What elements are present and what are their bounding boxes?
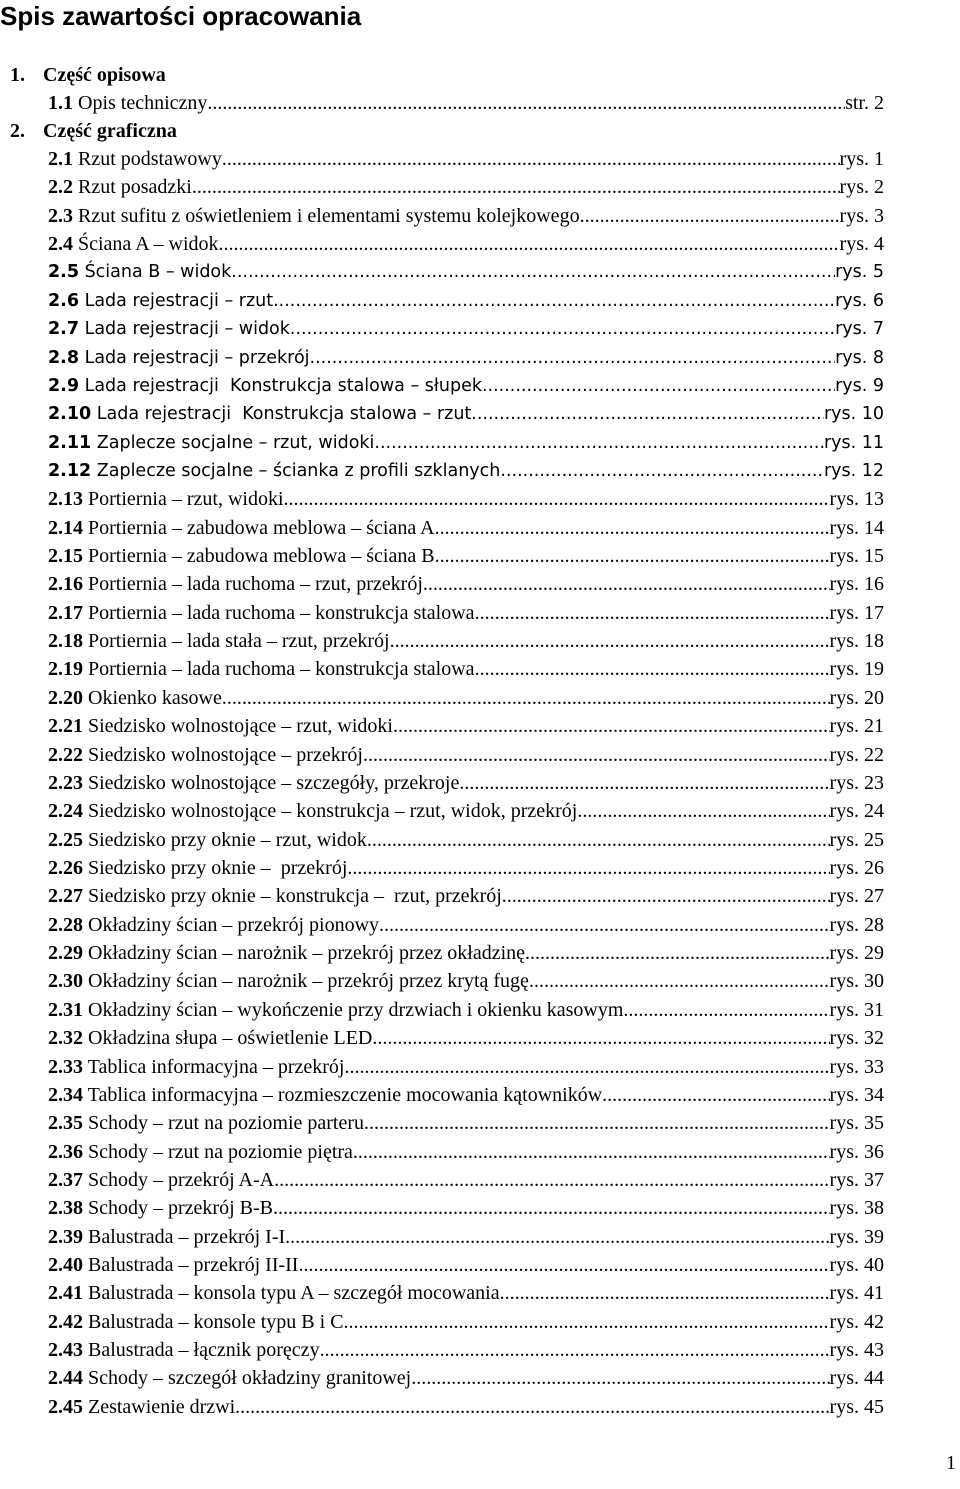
toc-entry-reference: rys. 21 <box>829 715 884 738</box>
toc-entry-reference: rys. 15 <box>829 545 884 568</box>
toc-entry <box>48 882 884 910</box>
toc-entry-reference: rys. 37 <box>829 1168 884 1191</box>
dot-leader <box>320 1336 830 1364</box>
toc-entry-label: Balustrada – przekrój I-I <box>83 1225 286 1248</box>
toc-entry-label: Siedzisko wolnostojące – szczegóły, przekroje <box>83 771 460 794</box>
dot-leader <box>219 230 840 258</box>
toc-entry-label: Schody – rzut na poziomie parteru <box>83 1112 365 1135</box>
dot-leader <box>273 287 835 315</box>
toc-entry-reference: rys. 20 <box>829 686 884 709</box>
toc-entry-label: Zaplecze socjalne – ścianka z profili szklanych <box>91 460 501 481</box>
dot-leader <box>273 1194 830 1222</box>
toc-entry-reference: rys. 7 <box>835 319 884 340</box>
toc-entry-number: 2.29 <box>48 942 83 965</box>
toc-entry-number: 2.33 <box>48 1055 83 1078</box>
toc-entry-reference: rys. 12 <box>823 460 884 481</box>
toc-entry-reference: rys. 30 <box>829 970 884 993</box>
dot-leader <box>353 1138 830 1166</box>
toc-entry-label: Okładziny ścian – narożnik – przekrój przez okładzinę <box>83 942 526 965</box>
toc-entry <box>48 1194 884 1222</box>
dot-leader <box>475 655 830 683</box>
dot-leader <box>344 1308 830 1336</box>
toc-entry-label: Tablica informacyjna – przekrój <box>83 1055 345 1078</box>
dot-leader <box>235 1393 829 1421</box>
dot-leader <box>285 1223 829 1251</box>
toc-entry-reference: rys. 9 <box>835 375 884 396</box>
dot-leader <box>222 145 840 173</box>
dot-leader <box>423 570 830 598</box>
toc-entry-reference: rys. 35 <box>829 1112 884 1135</box>
toc-entry-number: 2.25 <box>48 828 83 851</box>
toc-entry-label: Lada rejestracji – widok <box>79 319 290 340</box>
toc-entry-label: Siedzisko wolnostojące – rzut, widoki <box>83 715 393 738</box>
toc-entry-number: 2.21 <box>48 715 83 738</box>
toc-entry-reference: rys. 8 <box>835 347 884 368</box>
toc-entry-number: 2.24 <box>48 800 83 823</box>
toc-entry-label: Portiernia – zabudowa meblowa – ściana A <box>83 516 435 539</box>
toc-entry-reference: rys. 34 <box>829 1083 884 1106</box>
toc-entry <box>48 287 884 315</box>
toc-entry-reference: rys. 40 <box>829 1254 884 1277</box>
toc-entry-label: Siedzisko wolnostojące – konstrukcja – rzut, widok, przekrój <box>83 800 578 823</box>
page-title: Spis zawartości opracowania <box>0 1 362 31</box>
toc-entry <box>48 741 884 769</box>
toc-entry <box>48 145 884 173</box>
toc-entry-label: Balustrada – konsola typu A – szczegół mocowania <box>83 1282 500 1305</box>
toc-entry-reference: rys. 6 <box>835 290 884 311</box>
toc-entry-number: 2.39 <box>48 1225 83 1248</box>
toc-entry <box>48 429 884 457</box>
toc-entry-reference: rys. 28 <box>829 913 884 936</box>
toc-entry-number: 2.32 <box>48 1027 83 1050</box>
dot-leader <box>231 258 835 286</box>
dot-leader <box>379 911 830 939</box>
toc-entry-label: Lada rejestracji – rzut <box>79 290 274 311</box>
toc-entry-label: Siedzisko przy oknie – rzut, widok <box>83 828 367 851</box>
toc-entry <box>48 1138 884 1166</box>
toc-entry-number: 2.1 <box>48 148 73 170</box>
toc-entry-number: 2.11 <box>48 432 92 453</box>
toc-entry-label: Portiernia – lada ruchoma – rzut, przekrój <box>83 573 423 596</box>
dot-leader <box>577 797 829 825</box>
toc-entry <box>48 1053 884 1081</box>
toc-entry-label: Okładzina słupa – oświetlenie LED <box>83 1027 373 1050</box>
dot-leader <box>390 627 830 655</box>
toc-entry-reference: rys. 45 <box>829 1395 884 1418</box>
toc-entry-label: Opis techniczny <box>73 92 208 114</box>
toc-entry-label: Schody – przekrój A-A <box>83 1168 275 1191</box>
toc-entry <box>48 372 884 400</box>
toc-entry-reference: rys. 5 <box>835 262 884 283</box>
toc-entry-reference: rys. 13 <box>829 488 884 511</box>
toc-entry-reference: rys. 38 <box>829 1197 884 1220</box>
toc-entry <box>48 911 884 939</box>
toc-entry-number: 2.19 <box>48 658 83 681</box>
toc-entry-reference: rys. 23 <box>829 771 884 794</box>
toc-entry <box>48 996 884 1024</box>
toc-entry-reference: rys. 14 <box>829 516 884 539</box>
toc-entry-number: 2.16 <box>48 573 83 596</box>
toc-entry-label: Tablica informacyjna – rozmieszczenie mocowania kątowników <box>83 1083 603 1106</box>
toc-entry <box>48 769 884 797</box>
toc-entry-number: 2.4 <box>48 233 73 256</box>
dot-leader <box>298 1251 829 1279</box>
toc-entry <box>48 570 884 598</box>
toc-entry-label: Portiernia – lada ruchoma – konstrukcja stalowa <box>83 601 475 624</box>
dot-leader <box>602 1081 829 1109</box>
toc-entry-label: Okienko kasowe <box>83 686 222 709</box>
toc-entry <box>48 485 884 513</box>
toc-entry-number: 2.14 <box>48 516 83 539</box>
toc-entry-reference: rys. 31 <box>829 998 884 1021</box>
dot-leader <box>207 89 845 117</box>
section-heading-2 <box>10 117 177 145</box>
toc-entry-number: 2.17 <box>48 601 83 624</box>
toc-entry-reference: rys. 19 <box>829 658 884 681</box>
toc-entry <box>48 854 884 882</box>
toc-entry <box>48 684 884 712</box>
toc-entry-label: Lada rejestracji Konstrukcja stalowa – słupek <box>79 375 482 396</box>
toc-entry <box>48 599 884 627</box>
toc-entry-number: 2.7 <box>48 319 80 340</box>
toc-entry <box>48 826 884 854</box>
dot-leader <box>364 1109 830 1137</box>
toc-entry-number: 2.27 <box>48 885 83 908</box>
toc-entry-number: 2.3 <box>48 204 73 227</box>
toc-entry <box>48 457 884 485</box>
toc-entry <box>48 939 884 967</box>
toc-entry-reference: rys. 27 <box>829 885 884 908</box>
dot-leader <box>459 769 829 797</box>
toc-entry-label: Siedzisko wolnostojące – przekrój <box>83 743 363 766</box>
toc-entry-label: Siedzisko przy oknie – konstrukcja – rzut, przekrój <box>83 885 502 908</box>
dot-leader <box>372 1024 829 1052</box>
toc-entry-label: Portiernia – lada stała – rzut, przekrój <box>83 630 390 653</box>
toc-entry <box>48 1109 884 1137</box>
toc-entry-number: 2.13 <box>48 488 83 511</box>
toc-entry-reference: rys. 25 <box>829 828 884 851</box>
dot-leader <box>525 939 830 967</box>
section-number: 1. <box>10 64 25 86</box>
toc-entry-number: 2.2 <box>48 176 73 199</box>
toc-entry <box>48 1223 884 1251</box>
toc-entry-reference: rys. 24 <box>829 800 884 823</box>
toc-entry <box>48 173 884 201</box>
toc-entry-reference: str. 2 <box>845 92 884 114</box>
toc-entry-reference: rys. 43 <box>829 1339 884 1362</box>
toc-entry-number: 2.26 <box>48 857 83 879</box>
toc-entry <box>48 1081 884 1109</box>
toc-entry <box>48 1364 884 1392</box>
toc-entry-label: Rzut posadzki <box>73 176 192 199</box>
toc-entry-reference: rys. 4 <box>839 233 884 256</box>
toc-entry <box>48 89 884 117</box>
dot-leader <box>502 882 830 910</box>
section-label: Część graficzna <box>43 120 177 142</box>
toc-entry-label: Zestawienie drzwi <box>83 1395 236 1418</box>
toc-entry <box>48 400 884 428</box>
section-label: Część opisowa <box>43 64 166 86</box>
section-heading-1 <box>10 61 166 89</box>
dot-leader <box>393 712 830 740</box>
toc-entry-reference: rys. 22 <box>829 743 884 766</box>
toc-entry <box>48 967 884 995</box>
toc-entry-reference: rys. 18 <box>829 630 884 653</box>
toc-entry <box>48 1393 884 1421</box>
toc-entry-number: 2.9 <box>48 375 80 396</box>
toc-entry-reference: rys. 36 <box>829 1140 884 1163</box>
toc-entry-number: 2.28 <box>48 913 83 936</box>
toc-entry-reference: rys. 16 <box>829 573 884 596</box>
dot-leader <box>529 967 830 995</box>
dot-leader <box>500 1279 830 1307</box>
dot-leader <box>411 1364 829 1392</box>
toc-entry <box>48 627 884 655</box>
toc-entry-number: 2.12 <box>48 460 92 481</box>
toc-entry <box>48 712 884 740</box>
toc-entry-label: Balustrada – łącznik poręczy <box>83 1339 320 1362</box>
toc-entry-number: 2.23 <box>48 771 83 794</box>
toc-entry-label: Balustrada – przekrój II-II <box>83 1254 299 1277</box>
dot-leader <box>482 372 835 400</box>
toc-entry-reference: rys. 1 <box>839 148 884 170</box>
toc-entry-number: 2.45 <box>48 1395 83 1418</box>
toc-entry-reference: rys. 2 <box>839 176 884 199</box>
toc-entry-reference: rys. 29 <box>829 942 884 965</box>
toc-entry-reference: rys. 39 <box>829 1225 884 1248</box>
toc-entry-reference: rys. 10 <box>823 404 884 425</box>
dot-leader <box>435 542 830 570</box>
toc-entry-label: Okładziny ścian – wykończenie przy drzwiach i okienku kasowym <box>83 998 624 1021</box>
toc-entry-number: 2.41 <box>48 1282 83 1305</box>
toc-entry-reference: rys. 33 <box>829 1055 884 1078</box>
toc-entry-label: Portiernia – rzut, widoki <box>83 488 284 511</box>
toc-entry-reference: rys. 44 <box>829 1367 884 1390</box>
toc-entry-label: Lada rejestracji – przekrój <box>79 347 310 368</box>
toc-entry-number: 2.6 <box>48 290 80 311</box>
dot-leader <box>274 1166 829 1194</box>
page-number: 1 <box>946 1452 956 1474</box>
toc-entry-reference: rys. 42 <box>829 1310 884 1333</box>
toc-entry-label: Lada rejestracji Konstrukcja stalowa – rzut <box>91 404 472 425</box>
dot-leader <box>500 457 824 485</box>
toc-entry <box>48 1251 884 1279</box>
toc-entry-label: Okładziny ścian – przekrój pionowy <box>83 913 380 936</box>
toc-entry <box>48 1308 884 1336</box>
toc-entry-number: 2.44 <box>48 1367 83 1390</box>
toc-entry-number: 2.38 <box>48 1197 83 1220</box>
toc-entry-label: Balustrada – konsole typu B i C <box>83 1310 344 1333</box>
toc-entry-label: Ściana A – widok <box>73 233 219 256</box>
dot-leader <box>192 173 840 201</box>
dot-leader <box>435 514 830 542</box>
toc-entry-number: 1.1 <box>48 92 73 114</box>
toc-entry-label: Rzut sufitu z oświetleniem i elementami systemu kolejkowego <box>73 204 580 227</box>
toc-entry-number: 2.40 <box>48 1254 83 1277</box>
toc-entry-number: 2.30 <box>48 970 83 993</box>
toc-entry-label: Portiernia – lada ruchoma – konstrukcja stalowa <box>83 658 475 681</box>
dot-leader <box>471 400 824 428</box>
toc-entry <box>48 258 884 286</box>
toc-entry <box>48 542 884 570</box>
toc-entry-label: Zaplecze socjalne – rzut, widoki <box>91 432 375 453</box>
toc-entry <box>48 230 884 258</box>
dot-leader <box>623 996 829 1024</box>
dot-leader <box>374 429 824 457</box>
toc-entry-number: 2.35 <box>48 1112 83 1135</box>
dot-leader <box>363 741 830 769</box>
toc-entry <box>48 202 884 230</box>
dot-leader <box>310 344 836 372</box>
toc-entry <box>48 1279 884 1307</box>
toc-entry <box>48 1024 884 1052</box>
toc-entry <box>48 1336 884 1364</box>
toc-entry-reference: rys. 17 <box>829 601 884 624</box>
toc-entry-label: Schody – rzut na poziomie piętra <box>83 1140 353 1163</box>
toc-entry-number: 2.8 <box>48 347 80 368</box>
toc-entry-label: Schody – szczegół okładziny granitowej <box>83 1367 412 1390</box>
toc-entry-reference: rys. 3 <box>839 204 884 227</box>
dot-leader <box>580 202 840 230</box>
dot-leader <box>284 485 830 513</box>
toc-entry-number: 2.37 <box>48 1168 83 1191</box>
toc-entry-number: 2.5 <box>48 262 80 283</box>
toc-entry-label: Siedzisko przy oknie – przekrój <box>83 857 348 879</box>
section-number: 2. <box>10 120 25 142</box>
toc-entry-number: 2.31 <box>48 998 83 1021</box>
toc-entry-reference: rys. 26 <box>829 857 884 879</box>
dot-leader <box>290 315 835 343</box>
toc-entry <box>48 344 884 372</box>
toc-entry-reference: rys. 41 <box>829 1282 884 1305</box>
toc-entry-label: Portiernia – zabudowa meblowa – ściana B <box>83 545 435 568</box>
toc-entry <box>48 1166 884 1194</box>
dot-leader <box>347 854 829 882</box>
toc-entry <box>48 797 884 825</box>
toc-entry-number: 2.20 <box>48 686 83 709</box>
toc-entry-number: 2.36 <box>48 1140 83 1163</box>
toc-entry-number: 2.42 <box>48 1310 83 1333</box>
dot-leader <box>222 684 830 712</box>
dot-leader <box>367 826 830 854</box>
toc-entry-label: Ściana B – widok <box>79 262 232 283</box>
toc-entry-number: 2.10 <box>48 404 92 425</box>
dot-leader <box>475 599 830 627</box>
toc-entry <box>48 315 884 343</box>
toc-entry-number: 2.34 <box>48 1083 83 1106</box>
toc-entry <box>48 514 884 542</box>
toc-entry-label: Rzut podstawowy <box>73 148 222 170</box>
toc-entry-label: Schody – przekrój B-B <box>83 1197 273 1220</box>
toc-entry-number: 2.22 <box>48 743 83 766</box>
toc-entry-number: 2.43 <box>48 1339 83 1362</box>
toc-entry-reference: rys. 32 <box>829 1027 884 1050</box>
toc-entry <box>48 655 884 683</box>
toc-entry-number: 2.15 <box>48 545 83 568</box>
toc-entry-number: 2.18 <box>48 630 83 653</box>
dot-leader <box>344 1053 829 1081</box>
toc-entry-reference: rys. 11 <box>823 432 884 453</box>
toc-entry-label: Okładziny ścian – narożnik – przekrój przez krytą fugę <box>83 970 529 993</box>
